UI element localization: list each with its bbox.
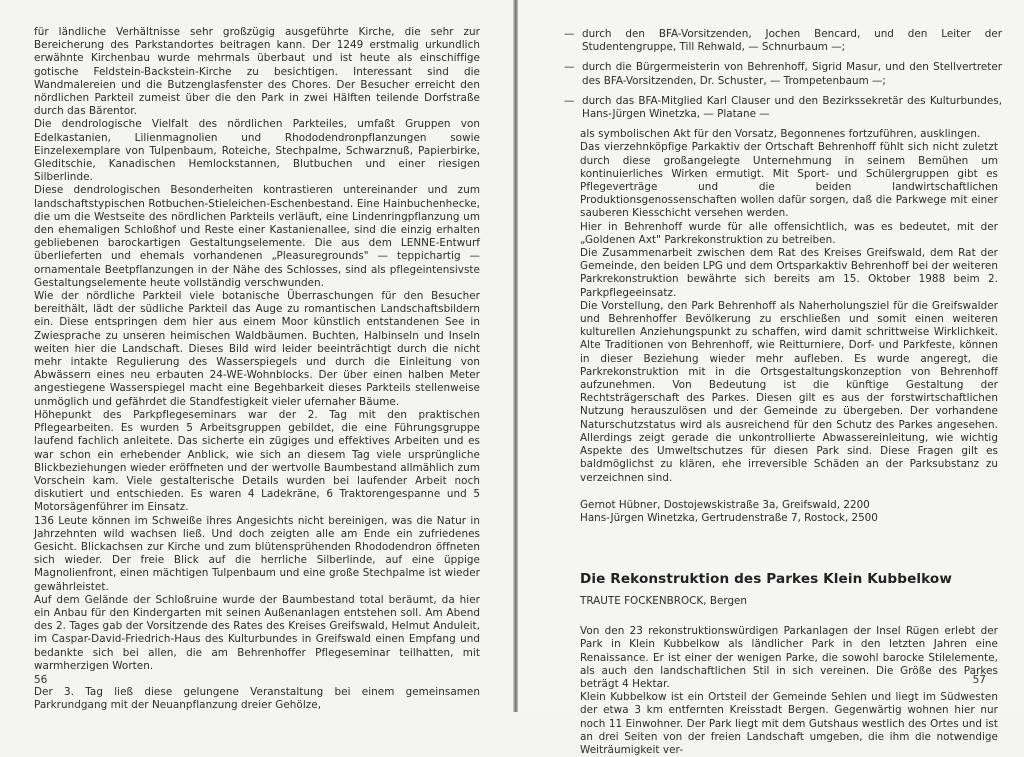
signature-line: Gernot Hübner, Dostojewskistraße 3a, Greifswald, 2200 [580,498,870,511]
paragraph: Hier in Behrenhoff wurde für alle offensichtlich, was es bedeutet, mit der „Goldenen Axt" Parkrekonstruktion zu betreiben. [580,220,998,246]
left-page [0,0,514,712]
paragraph: Diese dendrologischen Besonderheiten kontrastieren untereinander und zum landschaftstypischen Rotbuchen-Stieleichen-Eschenbestand. Eine Hainbuchenhecke, die um die Westseite des nördlichen Parkteils verläuft, eine Lindenringpflanzung um den ehemaligen Schloßhof und Reste einer Kastanienallee, sind die einzig erhalten gebliebenen barockartigen Gestaltungselemente. Die aus dem LENNE-Entwurf überlieferten und ehemals vorhandenen „Pleasuregrounds" — teppichartig — ornamentale Beetpflanzungen in der Nähe des Schlosses, sind als pflegeintensivste Gestaltungselemente heute vollständig verschwunden. [34,184,480,289]
paragraph: Die Zusammenarbeit zwischen dem Rat des Kreises Greifswald, dem Rat der Gemeinde, den beiden LPG und dem Ortsparkaktiv Behrenhoff bei der weiteren Parkrekonstruktion bewährte sich bereits am 15. Oktober 1988 beim 2. Parkpflegeeinsatz. [580,247,998,299]
paragraph: für ländliche Verhältnisse sehr großzügig ausgeführte Kirche, die sehr zur Bereicherung des Parkstandortes beitragen kann. Der 1249 erstmalig urkundlich erwähnte Kirchenbau wurde mehrmals überbaut und ist heute als einschiffige gotische Feldstein-Backstein-Kirche zu besichtigen. Interessant sind die Wandmalereien und die Butzenglasfenster des Chores. Der Besucher erreicht den nördlichen Parkteil zumeist über die den Park in zwei Hälften teilende Dorfstraße durch das Bärentor. [34,26,480,118]
list-item [564,28,1002,54]
page-number: 56 [34,674,48,686]
paragraph-gap [34,673,480,686]
article-body [580,625,998,757]
paragraph: Das vierzehnköpfige Parkaktiv der Ortschaft Behrenhoff fühlt sich nicht zuletzt durch diese großangelegte Unternehmung in seinem Bemühen um kontinuierliches Wirken ermutigt. Mit Sport- und Schülergruppen gibt es Pflegeverträge und die beiden landwirtschaftlichen Produktionsgenossenschaften wollen dafür sorgen, daß die Parkwege mit einer sauberen Kiesschicht versehen werden. [580,141,998,220]
paragraph: Höhepunkt des Parkpflegeseminars war der 2. Tag mit den praktischen Pflegearbeiten. Es wurden 5 Arbeitsgruppen gebildet, die eine Führungsgruppe laufend fachlich anleitete. Das sicherte ein zügiges und effektives Arbeiten und es war schon ein erhebender Anblick, wie sich an diesem Tag viele ursprüngliche Blickbeziehungen wieder eröffneten und der wertvolle Baumbestand allmählich zum Vorschein kam. Viele gestalterische Details wurden bei laufender Arbeit noch diskutiert und entschieden. Es waren 4 Ladekräne, 6 Traktorengespanne und 5 Motorsägenführer im Einsatz. [34,408,480,514]
right-page [514,0,1024,756]
planting-list [564,28,1002,121]
list-item-text: durch den BFA-Vorsitzenden, Jochen Bencard, und den Leiter der Studentengruppe, Till Rehwald, — Schnurbaum —; [582,28,1002,54]
list-item-text: durch das BFA-Mitglied Karl Clauser und den Bezirkssekretär des Kulturbundes, Hans-Jürgen Winetzka, — Platane — [582,94,1002,121]
left-page-body [34,26,480,712]
list-item-text: durch die Bürgermeisterin von Behrenhoff, Sigrid Masur, und den Stellvertreter des BFA-Vorsitzenden, Dr. Schuster, — Trompetenbaum —; [582,61,1002,87]
dash-bullet: — [564,94,575,107]
right-page-body [580,128,998,484]
article-author: TRAUTE FOCKENBROCK, Bergen [580,595,748,608]
paragraph: Der 3. Tag ließ diese gelungene Veranstaltung bei einem gemeinsamen Parkrundgang mit der Neuanpflanzung dreier Gehölze, [34,685,480,712]
list-item [564,61,1002,87]
paragraph: Von den 23 rekonstruktionswürdigen Parkanlagen der Insel Rügen erlebt der Park in Klein Kubbelkow als ländlicher Park in den letzten Jahren eine Renaissance. Er ist einer der wenigen Parke, die sowohl barocke Stilelemente, als auch den landschaftlichen Stil in sich vereinen. Die Größe des Parkes beträgt 4 Hektar. [580,625,998,690]
author-signatures [580,499,986,525]
book-gutter [513,0,518,712]
paragraph: als symbolischen Akt für den Vorsatz, Begonnenes fortzuführen, ausklingen. [580,128,981,141]
page-number: 57 [972,674,986,686]
paragraph: Auf dem Gelände der Schloßruine wurde der Baumbestand total beräumt, da hier ein Anbau für den Kindergarten mit seinen Außenanlagen entstehen soll. Am Abend des 2. Tages gab der Vorsitzende des Rates des Kreises Greifswald, Helmut Anduleit, im Caspar-David-Friedrich-Haus des Kulturbundes in Greifswald einen Empfang und bedankte sich bei allen, die am Behrenhoffer Pflegeseminar teilhatten, mit warmherzigen Worten. [34,593,480,672]
dash-bullet: — [564,28,575,40]
paragraph: Klein Kubbelkow ist ein Ortsteil der Gemeinde Sehlen und liegt im Südwesten der etwa 3 km entfernten Kreisstadt Bergen. Gegenwärtig wohnen hier nur noch 11 Einwohner. Der Park liegt mit dem Gutshaus westlich des Ortes und ist an drei Seiten von der freien Landschaft umgeben, die ihm die notwendige Weiträumigkeit ver- [580,691,998,756]
paragraph: Die dendrologische Vielfalt des nördlichen Parkteiles, umfaßt Gruppen von Edelkastanien, Lilienmagnolien und Rhododendronpflanzungen sowie Einzelexemplare von Tulpenbaum, Roteiche, Stechpalme, Schwarznuß, Papierbirke, Gleditschie, Kanadischen Hemlockstannen, Blutbuchen und einer riesigen Silberlinde. [34,118,480,184]
list-item [564,95,1002,121]
article-title: Die Rekonstruktion des Parkes Klein Kubbelkow [580,571,953,588]
dash-bullet: — [564,61,575,74]
paragraph: 136 Leute können im Schweiße ihres Angesichts nicht bereinigen, was die Natur in Jahrzehnten wild wachsen ließ. Und doch zeigten alle am Ende ein zufriedenes Gesicht. Blickachsen zur Kirche und zum blütensprühenden Rhododendron öffneten sich wieder. Der freie Blick auf die herrliche Silberlinde, auf eine üppige Magnolienfront, einen mächtigen Tulpenbaum und eine große Stechpalme ist wieder gewährleistet. [34,514,480,593]
signature-line: Hans-Jürgen Winetzka, Gertrudenstraße 7, Rostock, 2500 [580,511,878,524]
paragraph: Die Vorstellung, den Park Behrenhoff als Naherholungsziel für die Greifswalder und Behrenhoffer Bevölkerung zu erschließen und somit einen weiteren kulturellen Anziehungspunkt zu schaffen, wird damit schrittweise Wirklichkeit. Alte Traditionen von Behrenhoff, wie Reitturniere, Dorf- und Parkfeste, können in dieser Beziehung wieder mehr aufleben. Es wurde angeregt, die Parkrekonstruktion mit in die Ortsgestaltungskonzeption von Behrenhoff aufzunehmen. Von Bedeutung ist die künftige Gestaltung der Rechtsträgerschaft des Parkes. Diesen gilt es aus der forstwirtschaftlichen Nutzung herauszulösen und der Gemeinde zu übergeben. Der vorhandene Naturschutzstatus wird als ausreichend für den Schutz des Parkes angesehen. Allerdings zeigt gerade die unkontrollierte Abwassereinleitung, wie wichtig Aspekte des Umweltschutzes für diesen Park sind. Diese Fragen gilt es baldmöglichst zu klären, ehe irreversible Schäden an der Parksubstanz zu verzeichnen sind. [580,299,998,484]
paragraph: Wie der nördliche Parkteil viele botanische Überraschungen für den Besucher bereithält, lädt der südliche Parkteil das Auge zu romantischen Landschaftsbildern ein. Diese entspringen dem hier aus einem Moor künstlich entstandenen See in Zwiesprache zu unseren heimischen Waldbäumen. Buchten, Halbinseln und Inseln weiten hier die Landschaft. Dieses Bild wird leider beeinträchtigt durch die nicht mehr intakte Regulierung des Wasserspiegels und durch die Einleitung von Abwässern eines neu erbauten 24-WE-Wohnblocks. Der über einen halben Meter angestiegene Wasserspiegel macht eine Begehbarkeit dieses Parkteils stellenweise unmöglich und gefährdet die Standfestigkeit vieler ufernaher Bäume. [34,290,480,408]
